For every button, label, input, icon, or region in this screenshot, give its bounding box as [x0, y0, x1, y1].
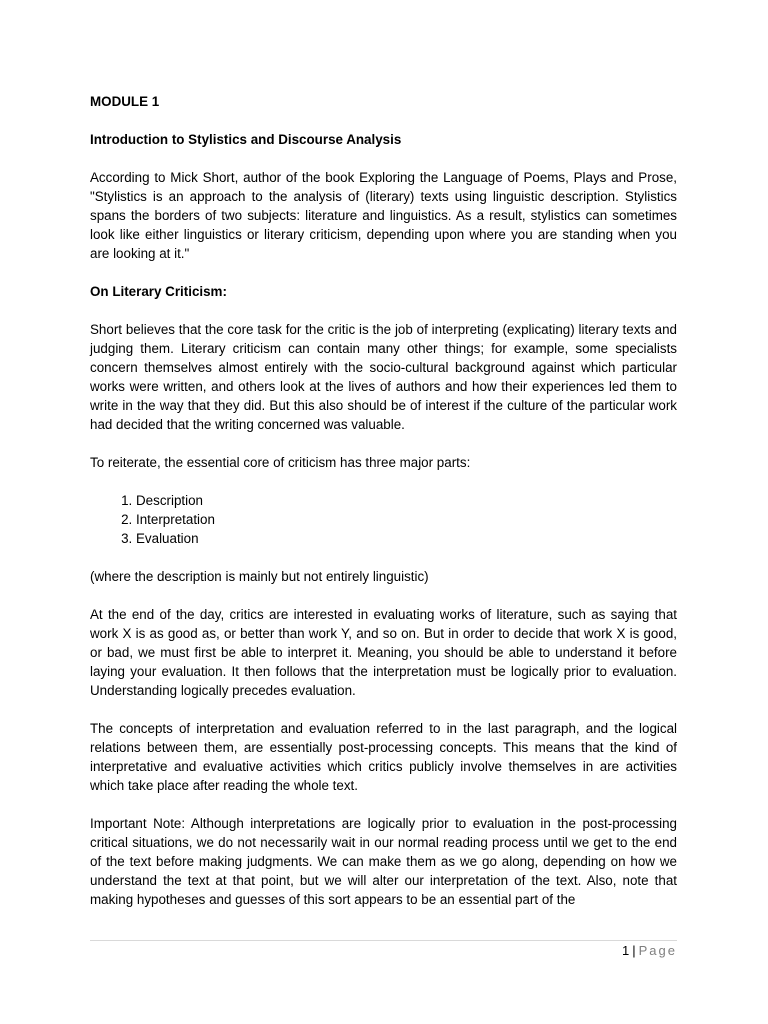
concepts-paragraph: The concepts of interpretation and evaluation referred to in the last paragraph, and the logical relations between them, are essentially post-processing concepts. This means that the kind of interpretative and evaluative activities which critics publicly involve themselves in are activities which take place after reading the whole text.: [90, 721, 677, 793]
page-footer: [90, 942, 677, 960]
important-note-paragraph: Important Note: Although interpretations are logically prior to evaluation in the post-processing critical situations, we do not necessarily wait in our normal reading process until we get to the end of the text before making judgments. We can make them as we go along, depending on how we understand the text at that point, but we will alter our interpretation of the text. Also, note that making hypotheses and guesses of this sort appears to be an essential part of the: [90, 816, 677, 907]
reiterate-line: To reiterate, the essential core of criticism has three major parts:: [90, 455, 471, 470]
list-item: 2. Interpretation: [136, 510, 677, 529]
document-body: [90, 92, 677, 909]
document-title: Introduction to Stylistics and Discourse Analysis: [90, 132, 402, 147]
intro-paragraph: According to Mick Short, author of the book Exploring the Language of Poems, Plays and Prose, "Stylistics is an approach to the analysis of (literary) texts using linguistic description. Stylistics spans the borders of two subjects: literature and linguistics. As a result, stylistics can sometimes look like either linguistics or literary criticism, depending upon where you are standing when you are looking at it.": [90, 170, 677, 261]
note-line: (where the description is mainly but not entirely linguistic): [90, 569, 429, 584]
footer-divider: [90, 940, 677, 941]
footer-separator: |: [632, 943, 636, 958]
criteria-list: [90, 491, 677, 548]
evaluation-paragraph: At the end of the day, critics are interested in evaluating works of literature, such as saying that work X is as good as, or better than work Y, and so on. But in order to decide that work X is good, or bad, we must first be able to interpret it. Meaning, you should be able to understand it before laying your evaluation. It then follows that the interpretation must be logically prior to evaluation. Understanding logically precedes evaluation.: [90, 607, 677, 698]
list-item: 1. Description: [136, 491, 677, 510]
list-item: 3. Evaluation: [136, 529, 677, 548]
page-label: Page: [638, 943, 677, 958]
module-label: MODULE 1: [90, 94, 160, 109]
criticism-paragraph: Short believes that the core task for the critic is the job of interpreting (explicating) literary texts and judging them. Literary criticism can contain many other things; for example, some specialists concern themselves almost entirely with the socio-cultural background against which particular works were written, and others look at the lives of authors and how their experiences led them to write in the way that they did. But this also should be of interest if the culture of the particular work had decided that the writing concerned was valuable.: [90, 322, 677, 432]
page-number: 1: [622, 943, 630, 958]
section-heading: On Literary Criticism:: [90, 284, 227, 299]
